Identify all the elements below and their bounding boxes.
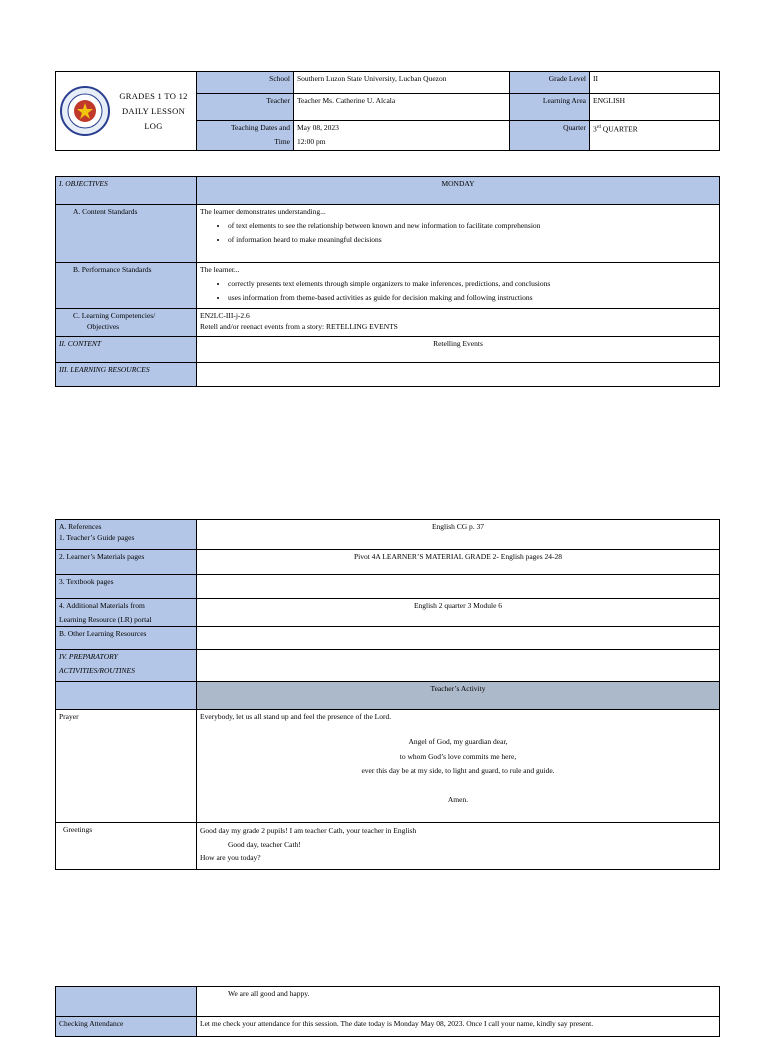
content-standards-list <box>214 220 716 245</box>
greetings-cell <box>197 823 720 870</box>
greeting-line-2: Good day, teacher Cath! <box>228 839 301 849</box>
references-label <box>56 520 197 550</box>
checking-attendance-label: Checking Attendance <box>56 1017 197 1037</box>
performance-standards-intro: The learner... <box>200 265 240 274</box>
additional-materials-value: English 2 quarter 3 Module 6 <box>197 599 720 627</box>
greeting-line-3: How are you today? <box>200 853 261 862</box>
preparatory-label <box>56 650 197 682</box>
teaching-time-value: 12:00 pm <box>297 137 326 146</box>
teachers-guide-value: English CG p. 37 <box>197 520 720 550</box>
content-standards-label-text: A. Content Standards <box>73 207 138 216</box>
learning-resources-label: III. LEARNING RESOURCES <box>56 363 197 387</box>
prayer-line: Angel of God, my guardian dear, <box>408 737 508 746</box>
performance-standards-label-text: B. Performance Standards <box>73 265 152 274</box>
greetings-label <box>56 823 197 870</box>
content-section-value: Retelling Events <box>197 337 720 363</box>
learning-competencies-label-line-1: C. Learning Competencies/ <box>73 311 156 320</box>
header-logo-cell <box>56 72 197 151</box>
deped-seal-icon <box>59 85 111 137</box>
learning-competencies-cell <box>197 309 720 337</box>
prayer-label: Prayer <box>56 710 197 823</box>
header-title-line-1: GRADES 1 TO 12 <box>119 90 188 101</box>
performance-standards-label <box>56 263 197 309</box>
list-item: • of information heard to make meaningful decisions <box>228 234 716 245</box>
activity-header-left <box>56 682 197 710</box>
learning-competencies-label <box>56 309 197 337</box>
quarter-number: 3 <box>593 124 597 134</box>
prayer-line: ever this day be at my side, to light and guard, to rule and guide. <box>361 766 555 775</box>
quarter-value <box>590 121 720 151</box>
quarter-word: QUARTER <box>600 124 638 134</box>
other-resources-value <box>197 627 720 650</box>
checking-attendance-text: Let me check your attendance for this session. The date today is Monday May 08, 2023. Once I call your name, kindly say present. <box>197 1017 720 1037</box>
grade-level-label: Grade Level <box>510 72 590 94</box>
pupils-reply: We are all good and happy. <box>228 989 310 998</box>
learning-area-value: ENGLISH <box>590 94 720 121</box>
prayer-amen: Amen. <box>447 794 469 804</box>
teaching-dates-label-line-2: Time <box>274 137 290 146</box>
preparatory-label-line-1: IV. PREPARATORY <box>59 652 118 661</box>
competency-code: EN2LC-III-j-2.6 <box>200 311 250 320</box>
teacher-value: Teacher Ms. Catherine U. Alcala <box>294 94 510 121</box>
teacher-label: Teacher <box>197 94 294 121</box>
learners-materials-value: Pivot 4A LEARNER’S MATERIAL GRADE 2- English pages 24-28 <box>197 550 720 575</box>
performance-standards-cell <box>197 263 720 309</box>
quarter-label: Quarter <box>510 121 590 151</box>
teaching-date-time-value <box>294 121 510 151</box>
preparatory-value <box>197 650 720 682</box>
textbook-pages-value <box>197 575 720 599</box>
greeting-line-1: Good day my grade 2 pupils! I am teacher Cath, your teacher in English <box>200 826 417 835</box>
greetings-label-text: Greetings <box>63 825 93 834</box>
list-item: • uses information from theme-based activities as guide for decision making and following instructions <box>228 292 716 303</box>
grade-level-value: II <box>590 72 720 94</box>
teaching-dates-label-line-1: Teaching Dates and <box>230 123 290 132</box>
objectives-table <box>55 176 720 387</box>
learners-materials-label: 2. Learner’s Materials pages <box>56 550 197 575</box>
content-standards-cell <box>197 205 720 263</box>
content-standards-intro: The learner demonstrates understanding... <box>200 207 326 216</box>
day-heading: MONDAY <box>197 177 720 205</box>
school-value: Southern Luzon State University, Lucban Quezon <box>294 72 510 94</box>
learning-resources-value <box>197 363 720 387</box>
header-title-line-3: LOG <box>144 120 163 131</box>
teaching-date-value: May 08, 2023 <box>297 123 339 132</box>
learning-area-label: Learning Area <box>510 94 590 121</box>
preparatory-label-line-2: ACTIVITIES/ROUTINES <box>59 666 135 675</box>
prayer-intro: Everybody, let us all stand up and feel the presence of the Lord. <box>200 712 392 721</box>
content-standards-label <box>56 205 197 263</box>
prayer-line: to whom God’s love commits me here, <box>399 751 517 761</box>
prayer-cell <box>197 710 720 823</box>
additional-materials-label <box>56 599 197 627</box>
list-item: • of text elements to see the relationship between known and new information to facilitate comprehension <box>228 220 716 231</box>
teachers-activity-heading: Teacher’s Activity <box>197 682 720 710</box>
competency-text: Retell and/or reenact events from a story: RETELLING EVENTS <box>200 322 398 331</box>
header-title-line-2: DAILY LESSON <box>121 105 186 116</box>
learning-competencies-label-line-2: Objectives <box>87 322 120 331</box>
other-resources-label: B. Other Learning Resources <box>56 627 197 650</box>
additional-materials-label-line-2: Learning Resource (LR) portal <box>59 615 152 624</box>
header-table <box>55 71 720 151</box>
performance-standards-list <box>214 278 716 303</box>
additional-materials-label-line-1: 4. Additional Materials from <box>59 601 145 610</box>
reply-cell <box>197 987 720 1017</box>
content-section-label: II. CONTENT <box>56 337 197 363</box>
objectives-heading: I. OBJECTIVES <box>56 177 197 205</box>
references-label-line-2: 1. Teacher’s Guide pages <box>59 533 135 542</box>
school-label: School <box>197 72 294 94</box>
attendance-table <box>55 986 720 1037</box>
textbook-pages-label: 3. Textbook pages <box>56 575 197 599</box>
reply-label-cell <box>56 987 197 1017</box>
references-table <box>55 519 720 870</box>
list-item: • correctly presents text elements through simple organizers to make inferences, predictions, and conclusions <box>228 278 716 289</box>
teaching-dates-label <box>197 121 294 151</box>
quarter-suffix: rd <box>596 125 601 130</box>
references-label-line-1: A. References <box>59 522 102 531</box>
